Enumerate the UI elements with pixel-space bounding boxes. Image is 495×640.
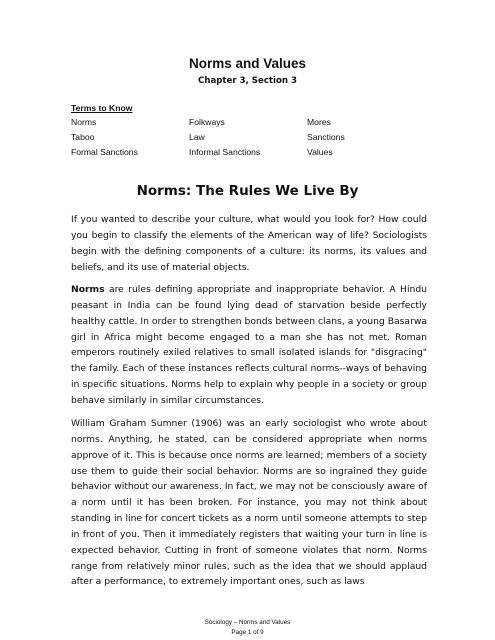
footer-title: Sociology – Norms and Values: [204, 619, 291, 626]
term-cell: Norms: [71, 117, 97, 127]
paragraph-text: are rules defining appropriate and inappropriate behavior. A Hindu peasant in India can be found lying dead of starvation beside perfectly healthy cattle. In order to strengthen bonds between clans, a young Basarwa girl in Africa might become engaged to a man she has not met. Roman emperors routinely exiled relatives to small isolated islands for "disgracing" the family. Each of these instances reflects cultural norms--ways of behaving in specific situations. Norms help to explain why people in a society or group behave similarly in similar circumstances.: [71, 284, 427, 406]
page-number: Page 1 of 9: [231, 629, 264, 636]
term-cell: Formal Sanctions: [71, 147, 138, 157]
document-title: Norms and Values: [188, 56, 307, 71]
term-cell: Values: [307, 147, 333, 157]
terms-heading: Terms to Know: [71, 103, 133, 113]
section-heading: Norms: The Rules We Live By: [136, 183, 359, 199]
term-cell: Mores: [307, 117, 331, 127]
paragraph: If you wanted to describe your culture, what would you look for? How could you begin to classify the elements of the American way of life? Sociologists begin with the defining components of a culture: its norms, its values and beliefs, and its use of material objects.: [71, 214, 427, 273]
term-cell: Law: [189, 132, 205, 142]
document-subtitle: Chapter 3, Section 3: [198, 76, 297, 86]
term-cell: Folkways: [189, 117, 225, 127]
paragraph: William Graham Sumner (1906) was an early sociologist who wrote about norms. Anything, he stated, can be considered appropriate when norms approve of it. This is because once norms are learned; members of a society use them to guide their social behavior. Norms are so ingrained they guide behavior without our awareness. In fact, we may not be consciously aware of a norm until it has been broken. For instance, you may not think about standing in line for concert tickets as a norm until someone attempts to step in front of you. Then it immediately registers that waiting your turn in line is expected behavior. Cutting in front of someone violates that norm. Norms range from relatively minor rules, such as the idea that we should applaud after a performance, to extremely important ones, such as laws: [71, 418, 427, 588]
term-cell: Taboo: [71, 132, 95, 142]
term-cell: Sanctions: [307, 132, 345, 142]
term-cell: Informal Sanctions: [189, 147, 261, 157]
bold-term-norms: Norms: [71, 284, 105, 295]
paragraph: [71, 282, 427, 409]
